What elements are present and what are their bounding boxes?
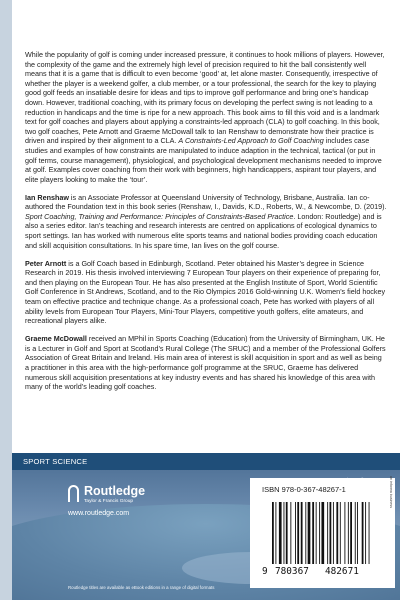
publisher-name: Routledge bbox=[84, 484, 146, 498]
author-bio-renshaw: Ian Renshaw is an Associate Professor at Queensland University of Technology, Brisbane, Australia. Ian co-authored the Foundation text in this book series (Renshaw, I., Davids, K.D., Roberts, W., & Newcombe, D. (2019). Sport Coaching, Training and Performance: Principles of Constraints-Based Practice. London: Routledge) and is also a series editor. Ian’s teaching and research interests are centred on applications of ecological dynamics to sport settings. Ian has worked with numerous elite sports teams and national bodies providing coach education and skill acquisition consultations. In his spare time, Ian lives on the golf course. bbox=[25, 192, 387, 250]
isbn-label: ISBN 978-0-367-48267-1 bbox=[262, 485, 346, 494]
left-spine-strip bbox=[0, 0, 12, 600]
cover-photo bbox=[12, 470, 400, 600]
description-paragraph: While the popularity of golf is coming under increased pressure, it continues to hook millions of players. However, the complexity of the game and the extremely high level of precision required to hit the ball consistently well means that it is a game that is difficult to even become ‘good’ at, let alone master. Consequently, irrespective of whether the player is a weekend golfer, a club member, or a tour professional, the search for the key to playing good golf feeds an insatiable desire for ideas and tips to improve golf performance and bring one’s handicap down. However, traditional coaching, with its primary focus on developing the perfect swing is not leading to a reduction in handicaps and the time is ripe for a new approach. This book aims to fill this void and is a landmark text for golf coaches and players about applying a constraints-led approach (CLA) to golf coaching. In this book, two golf coaches, Pete Arnott and Graeme McDowall talk to Ian Renshaw to demonstrate how their practice is driven and inspired by their alignment to a CLA. A Constraints-Led Approach to Golf Coaching includes case studies and examples of how constraints are manipulated to induce adaption in the technical, tactical (or put in golf terms, course management), physiological, and psychological development mechanisms needed to improve at golf. Examples cover coaching from their work with beginners, high handicappers, aspirant tour players, and elite players looking to make the ‘tour’. bbox=[25, 50, 385, 184]
author-bio-mcdowall: Graeme McDowall received an MPhil in Sports Coaching (Education) from the University of Birmingham, UK. He is a Lecturer in Golf and Sport at Scotland’s Rural College (The SRUC) and a member of the Professional Golfers Association of Great Britain and Ireland. His main area of interest is skill acquisition in sport and as well as being a practitioner in this area with the high-performance golf programme at the SRUC, Graeme has delivered numerous skill acquisition presentations at key industry events and has shared his knowledge of this area with many of the world’s leading golf coaches. bbox=[25, 334, 386, 392]
author-name: Peter Arnott bbox=[25, 258, 67, 268]
side-code: an informa business bbox=[389, 475, 393, 508]
barcode-box bbox=[250, 475, 395, 588]
barcode-group-2: 482671 bbox=[325, 566, 359, 577]
barcode-icon bbox=[272, 502, 372, 564]
barcode-lead-digit: 9 bbox=[262, 566, 268, 577]
publisher-group: Taylor & Francis Group bbox=[84, 499, 134, 504]
subject-band: SPORT SCIENCE bbox=[12, 453, 400, 470]
barcode-group-1: 780367 bbox=[275, 566, 309, 577]
back-cover-text bbox=[12, 0, 397, 453]
ebook-note: Routledge titles are available as eBook editions in a range of digital formats bbox=[68, 585, 215, 590]
routledge-r-icon bbox=[68, 485, 79, 502]
author-bio-arnott: Peter Arnott is a Golf Coach based in Edinburgh, Scotland. Peter obtained his Master’s degree in Science Research in 2019. His thesis involved interviewing 7 European Tour players on their experience of preparing for, and then playing on the European Tour. He has also presented at the English Institute of Sport, World Scientific Golf Conference in St Andrews, Scotland, and to the Rio Olympics 2016 Gold-winning U.K. Women’s field hockey team on effective practice and technique change. As a professional coach, Pete has worked with players of all ability levels from European Tour Players, Mini-Tour Players, competitive youth golfers, elite amateurs, and recreational players alike. bbox=[25, 258, 386, 326]
author-name: Graeme McDowall bbox=[25, 334, 87, 344]
author-name: Ian Renshaw bbox=[25, 192, 69, 202]
publisher-url[interactable]: www.routledge.com bbox=[68, 510, 130, 517]
